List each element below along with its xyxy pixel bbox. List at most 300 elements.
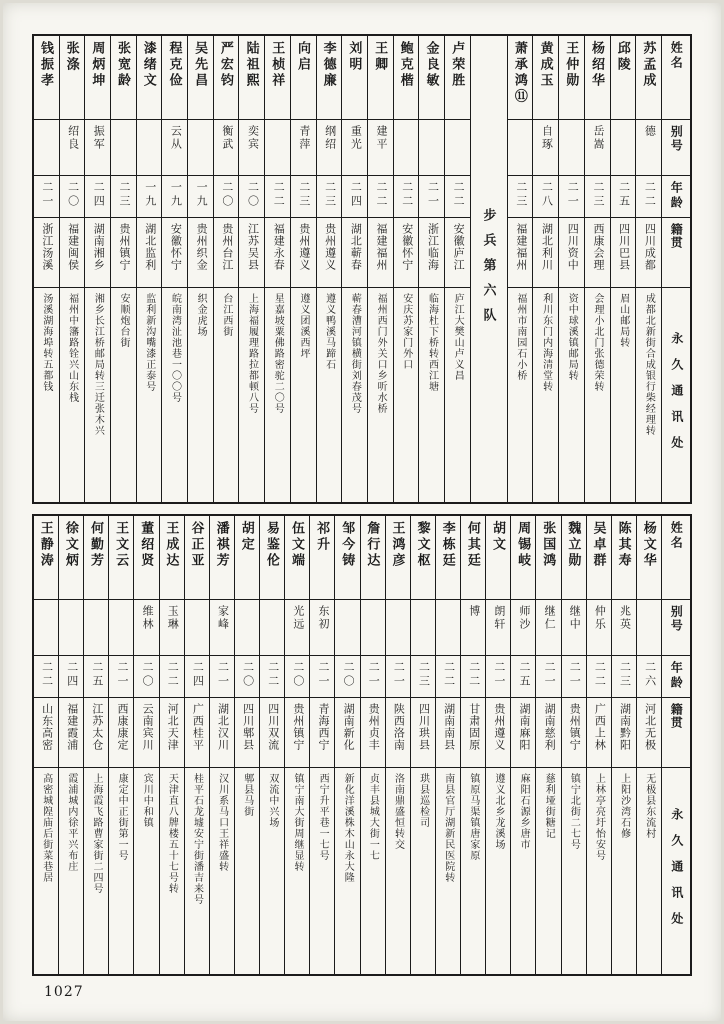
- person-column: [386, 516, 411, 974]
- person-name: [34, 516, 58, 600]
- person-name-text: 陆祖熙: [244, 41, 260, 89]
- person-age-text: 二五: [518, 661, 531, 689]
- person-native-text: 西康会理: [591, 223, 604, 271]
- person-name-text: 李德廉: [321, 41, 337, 89]
- page-content: [32, 34, 692, 976]
- person-address-text: 湘乡长江桥邮局转三迁张木兴: [92, 293, 104, 436]
- person-native-text: 福建闽侯: [66, 223, 79, 271]
- header-label-age-text: 年龄: [669, 181, 684, 211]
- person-age: [411, 656, 435, 698]
- person-name: [188, 36, 213, 120]
- roster-table-top: [32, 34, 692, 504]
- person-name: [445, 36, 470, 120]
- person-alias: [210, 600, 234, 656]
- person-name-text: 向启: [295, 41, 311, 73]
- person-alias: [34, 600, 58, 656]
- person-native-text: 青海西宁: [317, 703, 330, 751]
- person-native: [445, 218, 470, 288]
- person-native: [59, 698, 83, 768]
- person-native: [562, 698, 586, 768]
- person-address-text: 桂平石龙墟安宁街潘吉来号: [191, 773, 203, 905]
- person-name-text: 钱振孝: [38, 41, 54, 89]
- person-column: [637, 516, 662, 974]
- person-alias: [636, 120, 661, 176]
- person-age-text: 二〇: [141, 661, 154, 689]
- person-age: [636, 176, 661, 218]
- person-address: [461, 768, 485, 974]
- person-column: [562, 516, 587, 974]
- person-column: [361, 516, 386, 974]
- header-label-native-text: 籍贯: [669, 703, 684, 729]
- person-age-text: 二五: [90, 661, 103, 689]
- person-alias: [585, 120, 610, 176]
- person-alias-text: 继仁: [543, 605, 556, 631]
- person-column: [335, 516, 360, 974]
- person-native: [411, 698, 435, 768]
- person-name: [137, 36, 162, 120]
- person-column: [210, 516, 235, 974]
- person-alias: [361, 600, 385, 656]
- person-column: [34, 36, 60, 502]
- person-name: [239, 36, 264, 120]
- person-name: [285, 516, 309, 600]
- person-age-text: 二三: [297, 181, 310, 209]
- person-native-text: 江苏吴县: [246, 223, 259, 271]
- person-address: [342, 288, 367, 502]
- person-address-text: 镇原马渠镇唐家原: [467, 773, 479, 861]
- person-column: [185, 516, 210, 974]
- person-native: [461, 698, 485, 768]
- person-address: [59, 768, 83, 974]
- person-name: [585, 36, 610, 120]
- person-age: [291, 176, 316, 218]
- person-address: [587, 768, 611, 974]
- person-age-text: 二一: [426, 181, 439, 209]
- person-address: [536, 768, 560, 974]
- person-name-text: 严宏钧: [218, 41, 234, 89]
- person-address: [137, 288, 162, 502]
- person-column: [587, 516, 612, 974]
- header-label-alias: [662, 600, 690, 656]
- person-native-text: 云南宾川: [141, 703, 154, 751]
- person-column: [235, 516, 260, 974]
- page-number: 1027: [44, 984, 84, 1000]
- person-column: [60, 36, 86, 502]
- person-alias-text: 奕宾: [246, 125, 259, 151]
- person-age-text: 二二: [266, 661, 279, 689]
- person-address: [317, 288, 342, 502]
- person-age-text: 二三: [118, 181, 130, 209]
- person-name-text: 萧承鸿⑪: [512, 41, 528, 105]
- person-native: [239, 218, 264, 288]
- person-alias: [291, 120, 316, 176]
- person-native: [436, 698, 460, 768]
- person-age: [559, 176, 584, 218]
- person-age: [109, 656, 133, 698]
- person-age: [637, 656, 661, 698]
- person-name: [436, 516, 460, 600]
- person-native-text: 贵州遵义: [297, 223, 310, 271]
- person-column: [137, 36, 163, 502]
- person-native: [185, 698, 209, 768]
- person-name: [317, 36, 342, 120]
- person-age: [419, 176, 444, 218]
- person-alias: [188, 120, 213, 176]
- person-age-text: 二一: [40, 181, 53, 209]
- person-address-text: 福州西门外关口乡听水桥: [375, 293, 387, 414]
- person-alias: [611, 120, 636, 176]
- person-column: [109, 516, 134, 974]
- table-header-column: [662, 36, 690, 502]
- person-alias-text: 维林: [141, 605, 154, 631]
- person-age: [214, 176, 239, 218]
- person-name-text: 程克俭: [167, 41, 183, 89]
- person-native: [34, 698, 58, 768]
- person-native-text: 湖南湘乡: [92, 223, 105, 271]
- header-label-address-text: 永久通讯处: [669, 331, 684, 462]
- person-column: [291, 36, 317, 502]
- person-address-text: 康定中正街第一号: [116, 773, 128, 861]
- person-address-text: 庐江大樊山卢义昌: [452, 293, 464, 381]
- person-alias: [137, 120, 162, 176]
- person-column: [636, 36, 662, 502]
- person-age: [335, 656, 359, 698]
- person-address-text: 汉川系马口王祥盛转: [216, 773, 228, 872]
- person-address-text: 汤溪湖海埠转五都钱: [40, 293, 52, 392]
- person-native-text: 湖北监利: [143, 223, 156, 271]
- person-native-text: 湖南新化: [342, 703, 355, 751]
- person-age-text: 二一: [543, 661, 556, 689]
- person-address-text: 霞浦城内徐平兴布庄: [65, 773, 77, 872]
- person-age-text: 一九: [195, 181, 208, 209]
- person-native: [419, 218, 444, 288]
- person-age-text: 二五: [617, 181, 630, 209]
- person-age: [137, 176, 162, 218]
- person-alias-text: 光远: [291, 605, 304, 631]
- person-age-text: 二二: [272, 181, 285, 209]
- person-native-text: 湖北汉川: [216, 703, 229, 751]
- person-native: [536, 698, 560, 768]
- person-address-text: 成都北新街合成银行柴经理转: [643, 293, 655, 436]
- person-address-text: 遵义北乡龙溪场: [492, 773, 504, 850]
- person-native: [486, 698, 510, 768]
- person-age-text: 二一: [392, 661, 405, 689]
- person-alias: [239, 120, 264, 176]
- table-header-column: [662, 516, 690, 974]
- person-column: [162, 36, 188, 502]
- person-alias-text: 朗轩: [492, 605, 505, 631]
- person-address-text: 麻阳石源乡唐市: [518, 773, 530, 850]
- person-name: [160, 516, 184, 600]
- person-alias-text: 家峰: [216, 605, 229, 631]
- person-address: [533, 288, 558, 502]
- person-native-text: 湖南慈利: [543, 703, 556, 751]
- person-alias: [419, 120, 444, 176]
- person-address-text: 新化洋溪株木山永大隆: [342, 773, 354, 883]
- person-age: [285, 656, 309, 698]
- person-native-text: 四川珙县: [417, 703, 430, 751]
- person-native-text: 湖南黔阳: [618, 703, 631, 751]
- person-native-text: 河北天津: [166, 703, 179, 751]
- person-native: [137, 218, 162, 288]
- person-address: [265, 288, 290, 502]
- unit-label: [471, 36, 507, 502]
- person-name: [361, 516, 385, 600]
- header-label-native-text: 籍贯: [669, 223, 684, 249]
- person-age: [394, 176, 419, 218]
- person-native-text: 贵州镇宁: [291, 703, 304, 751]
- person-column: [486, 516, 511, 974]
- person-column: [85, 36, 111, 502]
- person-address-text: 上海霞飞路曹家街二四号: [90, 773, 102, 894]
- person-native: [317, 218, 342, 288]
- person-column: [533, 36, 559, 502]
- person-native: [386, 698, 410, 768]
- header-label-name-text: 姓名: [669, 41, 684, 71]
- person-native: [210, 698, 234, 768]
- person-name-text: 徐文炳: [63, 521, 79, 569]
- person-name-text: 周锡岐: [516, 521, 532, 569]
- person-address-text: 福州中籓路铨兴山东栈: [66, 293, 78, 403]
- person-native: [188, 218, 213, 288]
- person-address-text: 蕲春漕河镇横街刘春茂号: [349, 293, 361, 414]
- person-address-text: 皖南湾沚池巷一〇〇号: [169, 293, 181, 403]
- person-address: [508, 288, 533, 502]
- person-name-text: 黎文枢: [415, 521, 431, 569]
- person-address: [60, 288, 85, 502]
- person-address: [291, 288, 316, 502]
- person-age: [310, 656, 334, 698]
- person-age: [612, 656, 636, 698]
- person-name: [587, 516, 611, 600]
- person-age: [386, 656, 410, 698]
- person-alias-text: 继中: [568, 605, 581, 631]
- person-native-text: 甘肃固原: [467, 703, 480, 751]
- person-alias-text: 青萍: [297, 125, 310, 151]
- person-age-text: 二〇: [220, 181, 233, 209]
- person-address-text: 宾川中和镇: [141, 773, 153, 828]
- person-alias: [342, 120, 367, 176]
- person-name-text: 杨绍华: [590, 41, 605, 89]
- person-native-text: 四川成都: [643, 223, 656, 271]
- person-age: [611, 176, 636, 218]
- person-name: [536, 516, 560, 600]
- person-name: [394, 36, 419, 120]
- person-alias: [185, 600, 209, 656]
- person-alias-text: 博: [467, 605, 480, 618]
- person-alias: [111, 120, 136, 176]
- person-alias-text: 自琢: [540, 125, 553, 151]
- person-age-text: 二三: [417, 661, 430, 689]
- person-name: [386, 516, 410, 600]
- person-alias: [85, 120, 110, 176]
- person-age: [134, 656, 158, 698]
- person-native-text: 福建福州: [375, 223, 388, 271]
- person-native: [265, 218, 290, 288]
- person-alias: [445, 120, 470, 176]
- person-native-text: 湖北利川: [540, 223, 553, 271]
- person-name: [111, 36, 136, 120]
- person-alias: [368, 120, 393, 176]
- person-column: [612, 516, 637, 974]
- person-age-text: 二二: [593, 661, 606, 689]
- person-age: [160, 656, 184, 698]
- person-alias: [60, 120, 85, 176]
- person-address-text: 遵义鸭溪马蹄石: [323, 293, 335, 370]
- person-column: [508, 36, 534, 502]
- person-alias: [59, 600, 83, 656]
- person-native-text: 安徽怀宁: [400, 223, 413, 271]
- person-native: [636, 218, 661, 288]
- person-alias: [394, 120, 419, 176]
- person-alias: [536, 600, 560, 656]
- person-name: [335, 516, 359, 600]
- person-name: [419, 36, 444, 120]
- unit-label-column: [471, 36, 508, 502]
- person-native-text: 四川双流: [266, 703, 279, 751]
- person-address: [411, 768, 435, 974]
- person-column: [34, 516, 59, 974]
- person-name-text: 卢荣胜: [450, 41, 466, 89]
- person-age: [60, 176, 85, 218]
- person-column: [411, 516, 436, 974]
- person-name: [265, 36, 290, 120]
- person-age: [111, 176, 136, 218]
- person-address: [445, 288, 470, 502]
- person-age-text: 二〇: [291, 661, 304, 689]
- person-alias-text: 云从: [169, 125, 182, 151]
- person-address-text: 高密城隍庙后街菜巷居: [40, 773, 52, 883]
- person-alias-text: 仲乐: [593, 605, 606, 631]
- person-column: [84, 516, 109, 974]
- person-address-text: 洛南鼎盛恒转交: [392, 773, 404, 850]
- person-age: [511, 656, 535, 698]
- person-native-text: 浙江临海: [426, 223, 439, 271]
- person-name-text: 谷正亚: [189, 521, 205, 569]
- person-age: [508, 176, 533, 218]
- person-age: [317, 176, 342, 218]
- person-alias: [162, 120, 187, 176]
- person-column: [559, 36, 585, 502]
- person-address-text: 上海福履理路拉都顿八号: [246, 293, 258, 414]
- person-name-text: 王成达: [164, 521, 180, 569]
- person-age-text: 二〇: [241, 661, 254, 689]
- person-age: [585, 176, 610, 218]
- person-native-text: 四川巴县: [617, 223, 630, 271]
- person-alias: [235, 600, 259, 656]
- person-address-text: 上阳沙湾石修: [618, 773, 630, 839]
- person-alias-text: 建平: [375, 125, 388, 151]
- person-alias-text: 东初: [317, 605, 330, 631]
- person-alias: [461, 600, 485, 656]
- person-name: [59, 516, 83, 600]
- person-name: [411, 516, 435, 600]
- person-native-text: 福建永春: [272, 223, 285, 271]
- person-address: [559, 288, 584, 502]
- person-name-text: 吴先昌: [193, 41, 209, 89]
- person-address-text: 福州市南园石小桥: [514, 293, 526, 381]
- person-name-text: 胡定: [239, 521, 255, 553]
- person-age-text: 二四: [65, 661, 78, 689]
- person-address: [511, 768, 535, 974]
- person-name: [637, 516, 661, 600]
- person-age: [562, 656, 586, 698]
- header-label-native: [662, 218, 690, 288]
- person-name-text: 王文云: [114, 521, 130, 569]
- person-address-text: 监利新沟嘴漆正泰号: [143, 293, 155, 392]
- person-name: [368, 36, 393, 120]
- person-age: [445, 176, 470, 218]
- person-name-text: 王鸿彦: [390, 521, 406, 569]
- person-age: [461, 656, 485, 698]
- person-age: [34, 656, 58, 698]
- person-address-text: 安庆苏家门外口: [400, 293, 412, 370]
- person-address: [239, 288, 264, 502]
- person-name: [235, 516, 259, 600]
- person-alias: [265, 120, 290, 176]
- person-address-text: 上林亭亮圩怡安号: [593, 773, 605, 861]
- person-name-text: 吴卓群: [591, 521, 607, 569]
- person-age-text: 二一: [216, 661, 229, 689]
- person-address: [134, 768, 158, 974]
- person-name: [508, 36, 533, 120]
- person-native: [162, 218, 187, 288]
- person-native-text: 西康康定: [116, 703, 129, 751]
- person-native-text: 贵州织金: [195, 223, 208, 271]
- person-address-text: 星嘉坡粟佛路密驼二〇号: [272, 293, 284, 414]
- person-name-text: 潘祺芳: [214, 521, 230, 569]
- person-alias: [436, 600, 460, 656]
- person-name-text: 董绍贤: [139, 521, 155, 569]
- person-address: [419, 288, 444, 502]
- person-alias-text: 衡武: [220, 125, 233, 151]
- person-address: [235, 768, 259, 974]
- person-address: [185, 768, 209, 974]
- person-native-text: 贵州镇宁: [568, 703, 581, 751]
- person-address: [111, 288, 136, 502]
- person-name-text: 周炳坤: [90, 41, 106, 89]
- person-native: [342, 218, 367, 288]
- person-native-text: 广西上林: [593, 703, 606, 751]
- person-name: [486, 516, 510, 600]
- person-address: [368, 288, 393, 502]
- person-address: [34, 768, 58, 974]
- person-column: [368, 36, 394, 502]
- person-age-text: 二三: [618, 661, 631, 689]
- header-label-address: [662, 288, 690, 502]
- person-address-text: 临海杜下桥转西江塘: [426, 293, 438, 392]
- unit-label-text: 步兵第六队: [481, 208, 497, 333]
- person-native: [285, 698, 309, 768]
- person-age: [342, 176, 367, 218]
- person-address: [214, 288, 239, 502]
- header-label-name: [662, 516, 690, 600]
- person-column: [611, 36, 637, 502]
- person-age: [536, 656, 560, 698]
- person-address-text: 南县官厅湖新民医院转: [442, 773, 454, 883]
- person-age-text: 二二: [442, 661, 455, 689]
- person-native: [587, 698, 611, 768]
- person-alias-text: 纲绍: [323, 125, 336, 151]
- person-native: [34, 218, 59, 288]
- person-age: [265, 176, 290, 218]
- header-label-alias-text: 别号: [669, 125, 684, 153]
- person-alias: [533, 120, 558, 176]
- person-native-text: 江苏太仓: [90, 703, 103, 751]
- person-alias-text: 振军: [92, 125, 105, 151]
- person-address: [486, 768, 510, 974]
- person-column: [134, 516, 159, 974]
